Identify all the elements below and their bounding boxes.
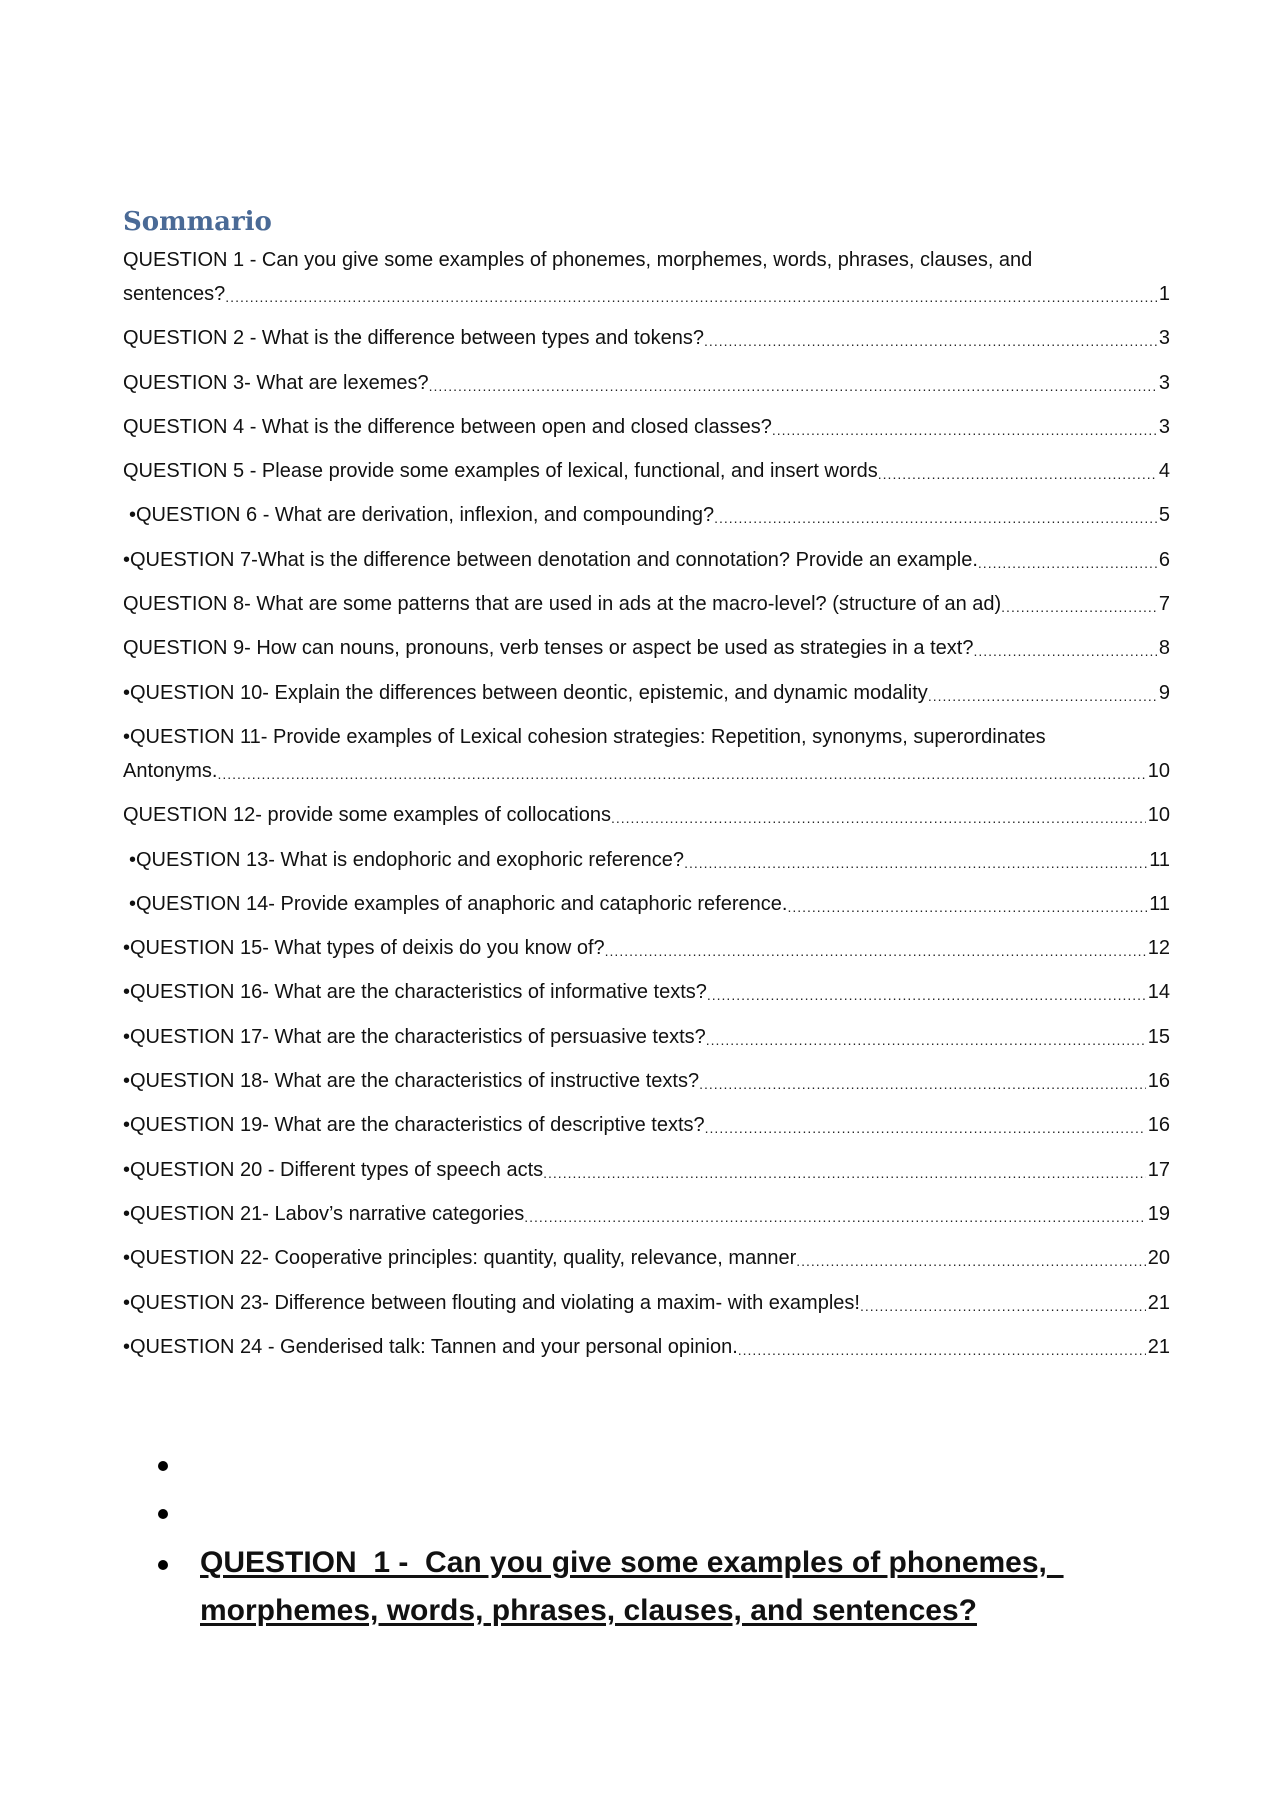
toc-entry-text: •QUESTION 20 - Different types of speech acts (123, 1158, 544, 1181)
question-1-heading: QUESTION 1 - Can you give some examples of phonemes, morphemes, words, phrases, clauses, and sentences? (200, 1546, 1064, 1627)
toc-page-number: 6 (1158, 548, 1170, 571)
table-of-contents (123, 243, 1170, 1374)
dot-leader (772, 416, 1157, 444)
toc-page-number: 21 (1147, 1291, 1170, 1314)
dot-leader (796, 1247, 1146, 1275)
toc-page-number: 11 (1149, 892, 1170, 915)
empty-bullet-item (158, 1491, 1100, 1539)
bullet-icon (158, 1560, 168, 1570)
toc-page-number: 20 (1147, 1247, 1170, 1270)
toc-entry-text: •QUESTION 7-What is the difference between denotation and connotation? Provide an example. (123, 548, 978, 571)
dot-leader (707, 981, 1146, 1009)
toc-entry-question-14[interactable] (123, 887, 1170, 921)
dot-leader (714, 504, 1157, 532)
toc-page-number: 17 (1147, 1158, 1170, 1181)
toc-entry-question-16[interactable] (123, 975, 1170, 1009)
dot-leader (973, 637, 1156, 665)
toc-page-number: 16 (1147, 1070, 1170, 1093)
dot-leader (738, 1336, 1146, 1364)
toc-entry-text-line1: •QUESTION 11- Provide examples of Lexical cohesion strategies: Repetition, synonyms, superordinates (123, 725, 1046, 748)
toc-entry-text: •QUESTION 23- Difference between flouting and violating a maxim- with examples! (123, 1291, 860, 1314)
toc-entry-text: QUESTION 2 - What is the difference between types and tokens? (123, 327, 705, 350)
dot-leader (611, 804, 1146, 832)
toc-page-number: 8 (1158, 637, 1170, 660)
toc-entry-question-1[interactable] (123, 243, 1170, 311)
toc-entry-text: •QUESTION 6 - What are derivation, inflexion, and compounding? (129, 504, 715, 527)
toc-page-number: 3 (1158, 327, 1170, 350)
toc-entry-text: QUESTION 12- provide some examples of collocations (123, 804, 611, 827)
dot-leader (684, 849, 1147, 877)
toc-page-number: 3 (1158, 415, 1170, 438)
toc-entry-question-4[interactable] (123, 410, 1170, 444)
dot-leader (787, 893, 1147, 921)
toc-page-number: 9 (1158, 681, 1170, 704)
dot-leader (704, 327, 1157, 355)
dot-leader (524, 1203, 1146, 1231)
toc-page-number: 16 (1147, 1114, 1170, 1137)
toc-title: Sommario (123, 207, 272, 237)
dot-leader (860, 1292, 1146, 1320)
dot-leader (978, 549, 1157, 577)
toc-page-number: 14 (1147, 981, 1170, 1004)
toc-entry-question-12[interactable] (123, 798, 1170, 832)
toc-entry-text: •QUESTION 10- Explain the differences between deontic, epistemic, and dynamic modality (123, 681, 928, 704)
dot-leader (429, 372, 1157, 400)
dot-leader (543, 1159, 1146, 1187)
toc-page-number: 11 (1149, 848, 1170, 871)
toc-entry-text: •QUESTION 14- Provide examples of anaphoric and cataphoric reference. (129, 892, 788, 915)
toc-entry-question-18[interactable] (123, 1064, 1170, 1098)
toc-page-number: 3 (1158, 371, 1170, 394)
dot-leader (217, 760, 1145, 788)
dot-leader (928, 682, 1157, 710)
toc-entry-text: •QUESTION 21- Labov’s narrative categories (123, 1202, 525, 1225)
dot-leader (1001, 593, 1157, 621)
toc-entry-text: QUESTION 4 - What is the difference between open and closed classes? (123, 415, 772, 438)
toc-entry-text: QUESTION 9- How can nouns, pronouns, verb tenses or aspect be used as strategies in a text? (123, 637, 974, 660)
toc-page-number: 7 (1158, 593, 1170, 616)
dot-leader (225, 283, 1157, 311)
toc-entry-question-2[interactable] (123, 321, 1170, 355)
toc-entry-question-5[interactable] (123, 454, 1170, 488)
empty-bullet-item (158, 1443, 1100, 1491)
toc-entry-question-6[interactable] (123, 498, 1170, 532)
toc-entry-question-19[interactable] (123, 1108, 1170, 1142)
toc-entry-text: •QUESTION 13- What is endophoric and exophoric reference? (129, 848, 685, 871)
toc-page-number: 10 (1147, 804, 1170, 827)
toc-entry-question-23[interactable] (123, 1286, 1170, 1320)
toc-page-number: 15 (1147, 1025, 1170, 1048)
dot-leader (699, 1070, 1146, 1098)
toc-entry-question-20[interactable] (123, 1153, 1170, 1187)
toc-entry-text: sentences? (123, 283, 226, 305)
toc-page-number: 5 (1158, 504, 1170, 527)
toc-entry-text: •QUESTION 24 - Genderised talk: Tannen and your personal opinion. (123, 1335, 738, 1358)
toc-entry-text: •QUESTION 17- What are the characteristics of persuasive texts? (123, 1025, 706, 1048)
dot-leader (605, 937, 1146, 965)
toc-entry-text: •QUESTION 19- What are the characteristics of descriptive texts? (123, 1114, 705, 1137)
toc-entry-question-7[interactable] (123, 543, 1170, 577)
toc-entry-question-3[interactable] (123, 366, 1170, 400)
toc-entry-question-10[interactable] (123, 676, 1170, 710)
body-bullet-list (158, 1443, 1100, 1635)
toc-entry-text: QUESTION 8- What are some patterns that are used in ads at the macro-level? (structure of an ad) (123, 593, 1002, 616)
toc-entry-text: •QUESTION 18- What are the characteristics of instructive texts? (123, 1070, 700, 1093)
toc-entry-text: Antonyms. (123, 759, 218, 782)
toc-entry-question-11[interactable] (123, 720, 1170, 788)
toc-page-number: 12 (1147, 937, 1170, 960)
toc-entry-text: •QUESTION 22- Cooperative principles: quantity, quality, relevance, manner (123, 1247, 797, 1270)
bullet-icon (158, 1509, 168, 1519)
toc-entry-question-13[interactable] (123, 843, 1170, 877)
toc-page-number: 19 (1147, 1202, 1170, 1225)
toc-entry-text: •QUESTION 16- What are the characteristics of informative texts? (123, 981, 707, 1004)
toc-entry-text-line1: QUESTION 1 - Can you give some examples of phonemes, morphemes, words, phrases, clauses, and (123, 249, 1033, 271)
toc-entry-question-22[interactable] (123, 1241, 1170, 1275)
toc-entry-question-21[interactable] (123, 1197, 1170, 1231)
question-1-heading-item (158, 1539, 1100, 1635)
dot-leader (705, 1114, 1146, 1142)
toc-entry-question-15[interactable] (123, 931, 1170, 965)
toc-entry-question-17[interactable] (123, 1020, 1170, 1054)
toc-entry-question-24[interactable] (123, 1330, 1170, 1364)
toc-entry-question-8[interactable] (123, 587, 1170, 621)
toc-page-number: 21 (1147, 1335, 1170, 1358)
dot-leader (878, 460, 1157, 488)
dot-leader (706, 1026, 1146, 1054)
toc-page-number: 1 (1158, 283, 1170, 305)
toc-entry-text: QUESTION 5 - Please provide some examples of lexical, functional, and insert words (123, 460, 878, 483)
toc-entry-text: •QUESTION 15- What types of deixis do you know of? (123, 937, 605, 960)
toc-page-number: 4 (1158, 460, 1170, 483)
toc-entry-question-9[interactable] (123, 631, 1170, 665)
bullet-icon (158, 1461, 168, 1471)
toc-entry-text: QUESTION 3- What are lexemes? (123, 371, 429, 394)
toc-page-number: 10 (1147, 759, 1170, 782)
